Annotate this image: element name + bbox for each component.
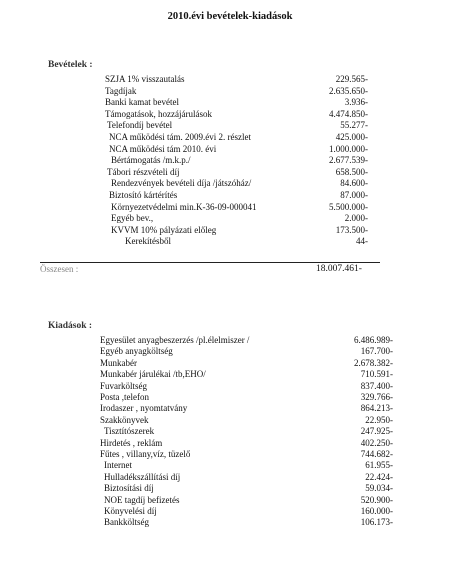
- income-total-label: Összesen :: [40, 264, 79, 274]
- income-row-label: Támogatások, hozzájárulások: [105, 108, 212, 119]
- income-row-label: Környezetvédelmi min.K-36-09-000041: [111, 201, 257, 212]
- expense-row-label: Fűtes , villany,víz, tüzelő: [100, 449, 191, 459]
- income-row-value: 173.500-: [335, 224, 368, 235]
- expense-row-value: 61.955-: [365, 460, 393, 471]
- income-row-label: Telefondíj bevétel: [107, 120, 173, 131]
- expense-row-value: 329.766-: [360, 392, 393, 402]
- expense-row-label: Fuvarköltség: [100, 380, 147, 391]
- income-row-label: Bértámogatás /m.k.p./: [111, 155, 191, 166]
- expense-row-value: 6.486.989-: [354, 335, 393, 345]
- expense-row-value: 106.173-: [360, 517, 393, 528]
- income-row-value: 2.677.539-: [329, 155, 368, 166]
- income-row-value: 658.500-: [335, 166, 368, 177]
- expense-row-label: Munkabér járulékai /tb,EHO/: [100, 369, 206, 380]
- income-row-value: 1.000.000-: [329, 143, 368, 154]
- expense-row-label: Egyesület anyagbeszerzés /pl.élelmiszer /: [100, 335, 250, 345]
- expense-row-label: Internet: [104, 460, 132, 471]
- income-row-label: KVVM 10% pályázati előleg: [111, 224, 217, 235]
- expense-row-label: NOE tagdíj befizetés: [104, 494, 180, 505]
- income-row-value: 87.000-: [340, 190, 368, 200]
- expense-row-value: 744.682-: [360, 449, 393, 459]
- income-row-value: 425.000-: [335, 132, 368, 142]
- expense-row-label: Hirdetés , reklám: [100, 437, 163, 448]
- income-row-value: 4.474.850-: [329, 108, 368, 119]
- income-row-label: SZJA 1% visszautalás: [105, 74, 185, 84]
- expense-row-label: Szakkönyvek: [100, 414, 149, 425]
- income-row-value: 2.000-: [344, 213, 368, 224]
- expense-row-value: 22.424-: [365, 471, 393, 482]
- expense-row-value: 247.925-: [360, 426, 393, 437]
- expense-row-value: 2.678.382-: [354, 357, 393, 368]
- income-row-value: 229.565-: [335, 74, 368, 84]
- expense-row-value: 837.400-: [360, 380, 393, 391]
- expense-row-label: Tisztítószerek: [104, 426, 155, 437]
- expense-row-value: 167.700-: [360, 346, 393, 357]
- income-row-label: Banki kamat bevétel: [105, 97, 179, 108]
- income-heading: Bevételek :: [48, 60, 93, 70]
- expense-row-value: 710.591-: [360, 369, 393, 380]
- income-row-value: 5.500.000-: [329, 201, 368, 212]
- expense-row-label: Posta ,telefon: [100, 392, 149, 402]
- page-title: 2010.évi bevételek-kiadások: [167, 11, 293, 22]
- income-total-value: 18.007.461-: [316, 264, 362, 274]
- expense-row-label: Könyvelési díj: [104, 506, 157, 516]
- expense-row-value: 160.000-: [360, 506, 393, 516]
- income-row-label: Biztosító kártérítés: [109, 190, 178, 200]
- income-row-label: Tagdíjak: [105, 85, 137, 96]
- income-row-value: 3.936-: [344, 97, 368, 108]
- income-row-label: Kerekítésből: [125, 236, 171, 247]
- expense-row-value: 22.950-: [365, 414, 393, 425]
- income-total-rule: [40, 262, 380, 263]
- expense-heading: Kiadások :: [48, 321, 93, 331]
- expense-row-label: Hulladékszállítási díj: [104, 471, 181, 482]
- expense-row-value: 520.900-: [360, 494, 393, 505]
- income-row-label: Rendezvények bevételi díja /játszóház/: [111, 178, 252, 189]
- income-row-value: 55.277-: [340, 120, 368, 131]
- expense-row-label: Bankköltség: [104, 517, 149, 528]
- income-row-value: 44-: [356, 236, 368, 247]
- expense-row-value: 864.213-: [360, 403, 393, 414]
- expense-row-label: Biztosítási díj: [104, 483, 154, 494]
- income-row-value: 2.635.650-: [329, 85, 368, 96]
- income-row-label: Tábori részvételi díj: [107, 166, 180, 177]
- expense-row-label: Irodaszer , nyomtatvány: [100, 403, 188, 414]
- expense-row-label: Egyéb anyagköltség: [100, 346, 173, 357]
- expense-row-value: 59.034-: [365, 483, 393, 494]
- expense-row-value: 402.250-: [360, 437, 393, 448]
- income-row-value: 84.600-: [340, 178, 368, 189]
- income-row-label: NCA működési tám 2010. évi: [109, 143, 217, 154]
- expense-row-label: Munkabér: [100, 357, 137, 368]
- income-row-label: Egyéb bev.,: [111, 213, 154, 224]
- income-row-label: NCA működési tám. 2009.évi 2. részlet: [109, 132, 251, 142]
